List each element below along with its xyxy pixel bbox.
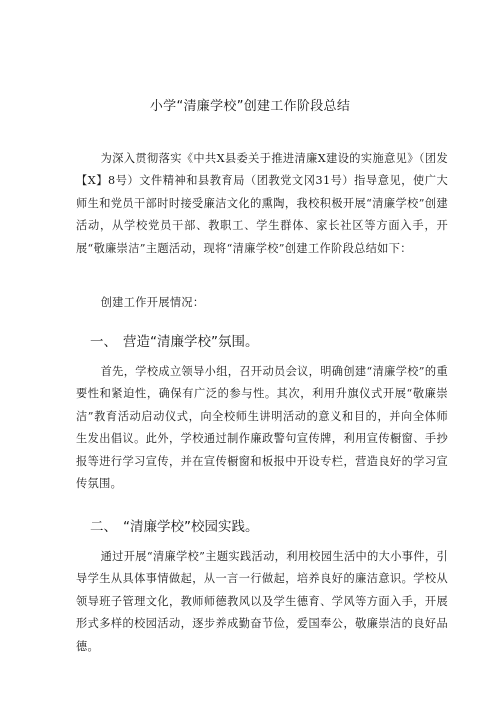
section-body-1: 首先，学校成立领导小组，召开动员会议，明确创建“清廉学校”的重要性和紧迫性，确保有广泛的参与性。其次，利用升旗仪式开展“敬廉崇洁”教育活动启动仪式，向全校师生讲明活动的意义和目的，并向全体师生发出倡议。此外，学校通过制作廉政警句宣传牌，利用宣传橱窗、手抄报等进行学习宣传，并在宣传橱窗和板报中开设专栏，营造良好的学习宣传氛围。 xyxy=(76,365,448,491)
section-title-1: 营造“清廉学校”氛围。 xyxy=(123,334,259,350)
section-heading-2 xyxy=(90,515,259,535)
section-number-2: 二、 xyxy=(90,519,117,535)
section-title-2: “清廉学校”校园实践。 xyxy=(123,519,259,535)
section-heading-1 xyxy=(90,330,259,350)
intro-paragraph: 为深入贯彻落实《中共X县委关于推进清廉X建设的实施意见》（团发【X】8号）文件精神和县教育局（团教党文冈31号）指导意见，使广大师生和党员干部时时接受廉洁文化的熏陶，我校积极开展“清廉学校”创建活动，从学校党员干部、教职工、学生群体、家长社区等方面入手，开展“敬廉崇洁”主题活动，现将“清廉学校”创建工作阶段总结如下： xyxy=(76,152,448,255)
document-title: 小学“清廉学校”创建工作阶段总结 xyxy=(149,99,351,114)
lead-paragraph: 创建工作开展情况： xyxy=(100,296,205,309)
section-body-2: 通过开展“清廉学校”主题实践活动，利用校园生活中的大小事件，引导学生从具体事情做起，从一言一行做起，培养良好的廉洁意识。学校从领导班子管理文化，教师师德教风以及学生德育、学风等方面入手，开展形式多样的校园活动，逐步养成勤奋节俭，爱国奉公，敬廉崇洁的良好品德。 xyxy=(76,550,448,653)
section-number-1: 一、 xyxy=(90,334,117,350)
